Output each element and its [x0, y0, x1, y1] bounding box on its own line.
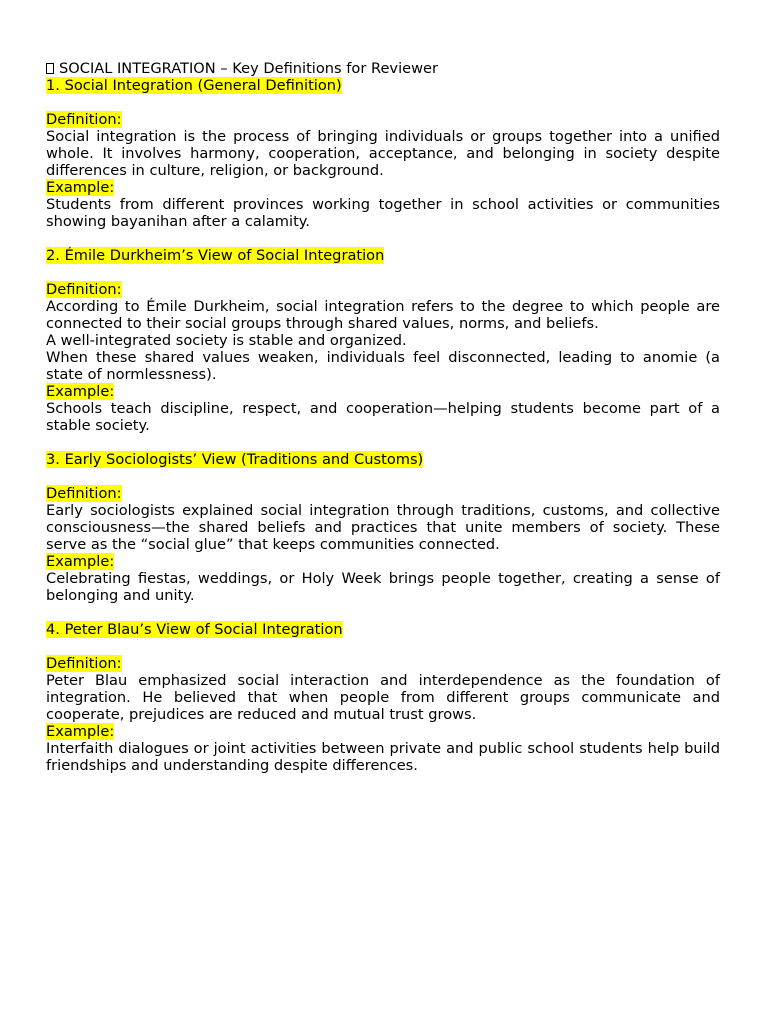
definition-label: Definition: — [46, 281, 122, 298]
definition-text: Social integration is the process of bringing individuals or groups together into a unified whole. It involves harmony, cooperation, acceptance, and belonging in society despite differences in culture, religion, or background. — [46, 128, 720, 179]
definition-label: Definition: — [46, 655, 122, 672]
section-heading: 4. Peter Blau’s View of Social Integration — [46, 621, 343, 638]
definition-text: When these shared values weaken, individuals feel disconnected, leading to anomie (a state of normlessness). — [46, 349, 720, 383]
section-heading: 2. Émile Durkheim’s View of Social Integration — [46, 247, 385, 264]
example-text: Schools teach discipline, respect, and cooperation—helping students become part of a stable society. — [46, 400, 720, 434]
example-text: Students from different provinces working together in school activities or communities showing bayanihan after a calamity. — [46, 196, 720, 230]
definition-text: Peter Blau emphasized social interaction and interdependence as the foundation of integration. He believed that when people from different groups communicate and cooperate, prejudices are reduced and mutual trust grows. — [46, 672, 720, 723]
section-heading: 1. Social Integration (General Definition) — [46, 77, 342, 94]
document-title: SOCIAL INTEGRATION – Key Definitions for Reviewer — [59, 60, 439, 77]
section-3 — [46, 451, 720, 621]
section-4 — [46, 621, 720, 774]
section-heading: 3. Early Sociologists’ View (Traditions and Customs) — [46, 451, 424, 468]
definition-label: Definition: — [46, 111, 122, 128]
example-label: Example: — [46, 383, 115, 400]
definition-text: A well-integrated society is stable and organized. — [46, 332, 407, 349]
missing-glyph-icon — [46, 63, 54, 74]
document-page — [46, 60, 720, 774]
example-text: Celebrating fiestas, weddings, or Holy Week brings people together, creating a sense of belonging and unity. — [46, 570, 720, 604]
definition-label: Definition: — [46, 485, 122, 502]
example-label: Example: — [46, 723, 115, 740]
example-text: Interfaith dialogues or joint activities between private and public school students help build friendships and understanding despite differences. — [46, 740, 720, 774]
section-2 — [46, 247, 720, 451]
definition-text: Early sociologists explained social integration through traditions, customs, and collective consciousness—the shared beliefs and practices that unite members of society. These serve as the “social glue” that keeps communities connected. — [46, 502, 720, 553]
definition-text: According to Émile Durkheim, social integration refers to the degree to which people are connected to their social groups through shared values, norms, and beliefs. — [46, 298, 720, 332]
example-label: Example: — [46, 179, 115, 196]
example-label: Example: — [46, 553, 115, 570]
section-1 — [46, 77, 720, 247]
document-title-line — [46, 60, 720, 77]
